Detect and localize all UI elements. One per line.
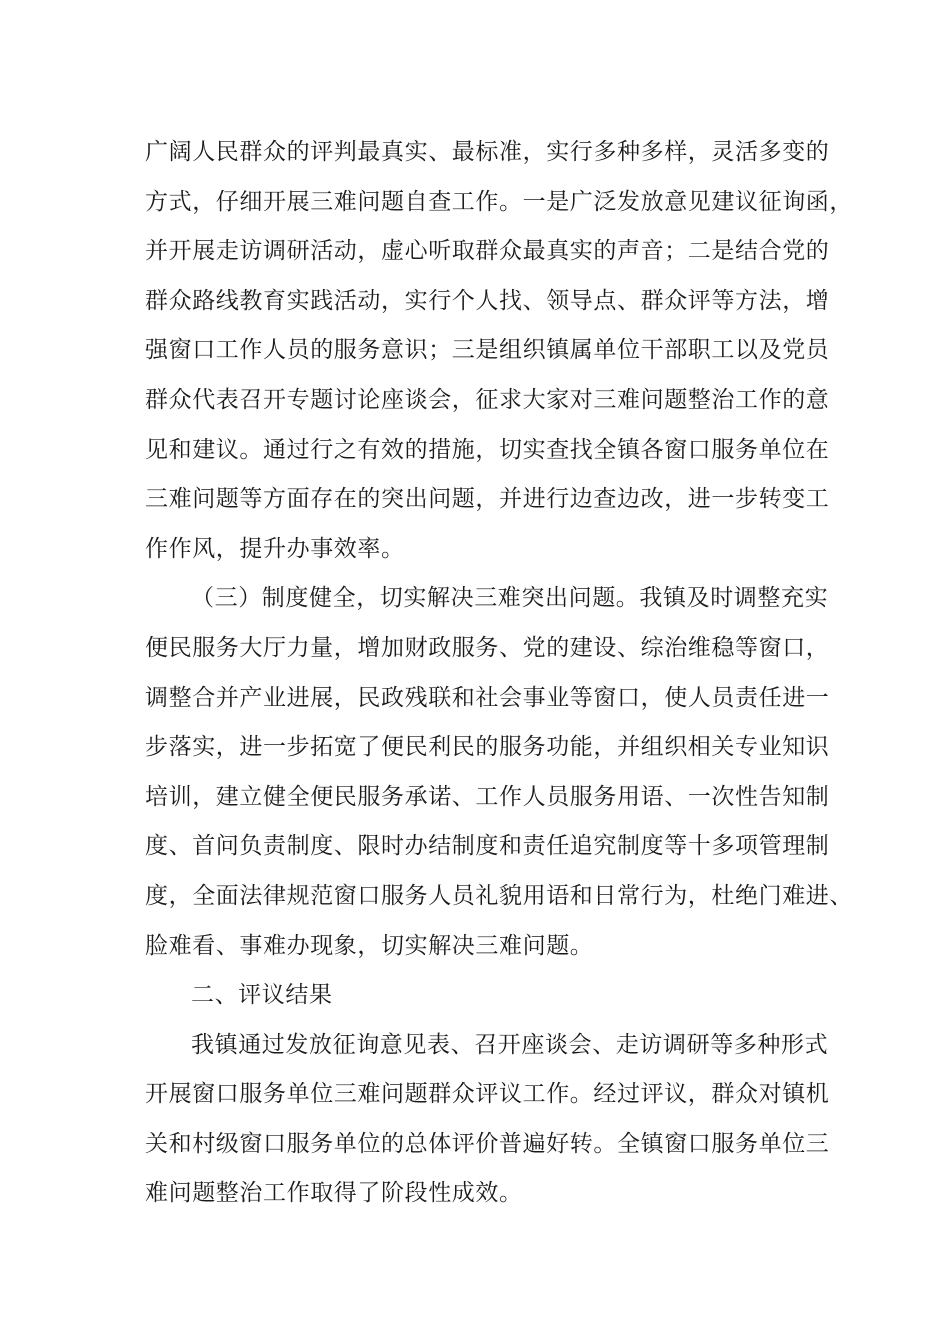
text-line: 群众路线教育实践活动，实行个人找、领导点、群众评等方法，增 (145, 287, 830, 314)
text-line: 脸难看、事难办现象，切实解决三难问题。 (145, 932, 594, 959)
text-line: 广阔人民群众的评判最真实、最标准，实行多种多样，灵活多变的 (145, 139, 830, 165)
document-body (145, 128, 853, 1219)
text-line: 作作风，提升办事效率。 (145, 535, 405, 562)
text-line: 方式，仔细开展三难问题自查工作。一是广泛发放意见建议征询函， (145, 188, 853, 215)
text-line: 三难问题等方面存在的突出问题，并进行边查边改，进一步转变工 (145, 486, 830, 513)
text-line: 见和建议。通过行之有效的措施，切实查找全镇各窗口服务单位在 (145, 436, 830, 463)
text-line: 关和村级窗口服务单位的总体评价普遍好转。全镇窗口服务单位三 (145, 1130, 830, 1157)
text-line: 难问题整治工作取得了阶段性成效。 (145, 1180, 523, 1207)
section-heading-results: 二、评议结果 (191, 982, 333, 1009)
text-line: 开展窗口服务单位三难问题群众评议工作。经过评议，群众对镇机 (145, 1081, 830, 1108)
text-line: 并开展走访调研活动，虚心听取群众最真实的声音；二是结合党的 (145, 238, 830, 265)
text-line: 度、首问负责制度、限时办结制度和责任追究制度等十多项管理制 (145, 833, 830, 860)
text-line: 我镇通过发放征询意见表、召开座谈会、走访调研等多种形式 (191, 1031, 829, 1058)
text-line: 群众代表召开专题讨论座谈会，征求大家对三难问题整治工作的意 (145, 386, 830, 413)
section-heading-3: （三）制度健全，切实解决三难突出问题。我镇及时调整充实 (191, 585, 829, 612)
text-line: 培训，建立健全便民服务承诺、工作人员服务用语、一次性告知制 (145, 783, 830, 810)
text-line: 步落实，进一步拓宽了便民利民的服务功能，并组织相关专业知识 (145, 734, 830, 761)
text-line: 调整合并产业进展，民政残联和社会事业等窗口，使人员责任进一 (145, 684, 830, 711)
text-line: 强窗口工作人员的服务意识；三是组织镇属单位干部职工以及党员 (145, 337, 830, 364)
text-line: 度，全面法律规范窗口服务人员礼貌用语和日常行为，杜绝门难进、 (145, 882, 853, 909)
text-line: 便民服务大厅力量，增加财政服务、党的建设、综治维稳等窗口， (145, 634, 830, 661)
